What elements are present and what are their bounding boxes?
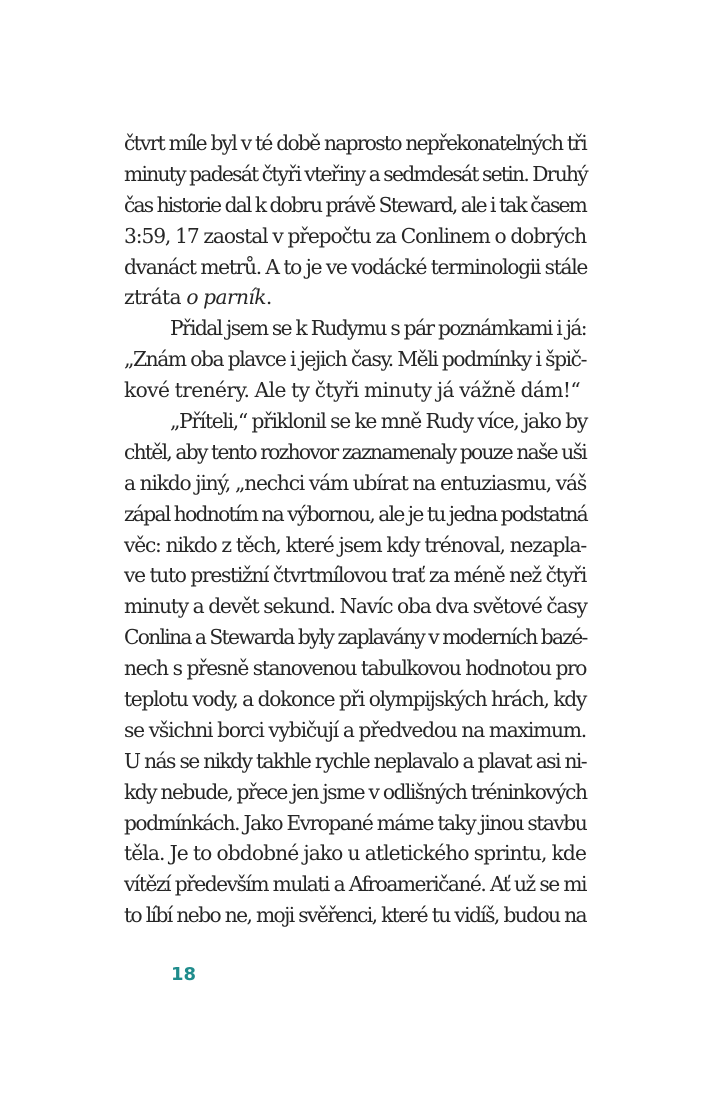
text-line: dvanáct metrů. A to je ve vodácké terminologii stále — [124, 254, 588, 279]
text-line: nech s přesně stanovenou tabulkovou hodnotou pro — [124, 656, 586, 681]
body-text — [124, 128, 586, 931]
text-line: se všichni borci vybičují a předvedou na maximum. — [124, 717, 586, 742]
text-line: teplotu vody, a dokonce při olympijských hrách, kdy — [124, 687, 586, 712]
text-line: vítězí především mulati a Afroameričané. Ať už se mi — [124, 872, 586, 897]
text-line: to líbí nebo ne, moji svěřenci, které tu vidíš, budou na — [124, 903, 586, 928]
text-line: Conlina a Stewarda byly zaplavány v moderních bazé- — [124, 625, 587, 650]
text-line: minuty a devět sekund. Navíc oba dva světové časy — [124, 594, 587, 619]
text-line: věc: nikdo z těch, které jsem kdy trénoval, nezapla- — [124, 532, 586, 557]
text-line-paragraph-end — [124, 282, 586, 313]
text-line: čas historie dal k dobru právě Steward, ale i tak časem — [124, 192, 586, 217]
text-line: U nás se nikdy takhle rychle neplavalo a plavat asi ni- — [124, 748, 586, 773]
italic-phrase: o parník — [186, 285, 266, 310]
text-line: těla. Je to obdobné jako u atletického sprintu, kde — [124, 841, 586, 866]
text-line-indented: „Příteli,“ přiklonil se ke mně Rudy více, jako by — [170, 409, 587, 434]
text-fragment: . — [265, 285, 272, 310]
text-line: 3:59, 17 zaostal v přepočtu za Conlinem o dobrých — [124, 223, 586, 248]
text-line: chtěl, aby tento rozhovor zaznamenaly pouze naše uši — [124, 439, 586, 464]
text-line: minuty padesát čtyři vteřiny a sedmdesát setin. Druhý — [124, 161, 588, 186]
text-line: zápal hodnotím na výbornou, ale je tu jedna podstatná — [124, 501, 587, 526]
text-line: ve tuto prestižní čtvrtmílovou trať za méně než čtyři — [124, 563, 586, 588]
text-line: podmínkách. Jako Evropané máme taky jinou stavbu — [124, 810, 587, 835]
text-line-paragraph-end: kové trenéry. Ale ty čtyři minuty já vážně dám!“ — [124, 378, 581, 403]
text-line: čtvrt míle byl v té době naprosto nepřekonatelných tři — [124, 131, 586, 155]
text-line: kdy nebude, přece jen jsme v odlišných tréninkových — [124, 779, 587, 804]
page-number: 18 — [171, 964, 197, 985]
text-line: „Znám oba plavce i jejich časy. Měli podmínky i špič- — [124, 347, 586, 372]
text-line: a nikdo jiný, „nechci vám ubírat na entuziasmu, váš — [124, 470, 586, 495]
text-fragment: ztráta — [124, 285, 187, 310]
text-line-indented: Přidal jsem se k Rudymu s pár poznámkami i já: — [170, 316, 586, 341]
